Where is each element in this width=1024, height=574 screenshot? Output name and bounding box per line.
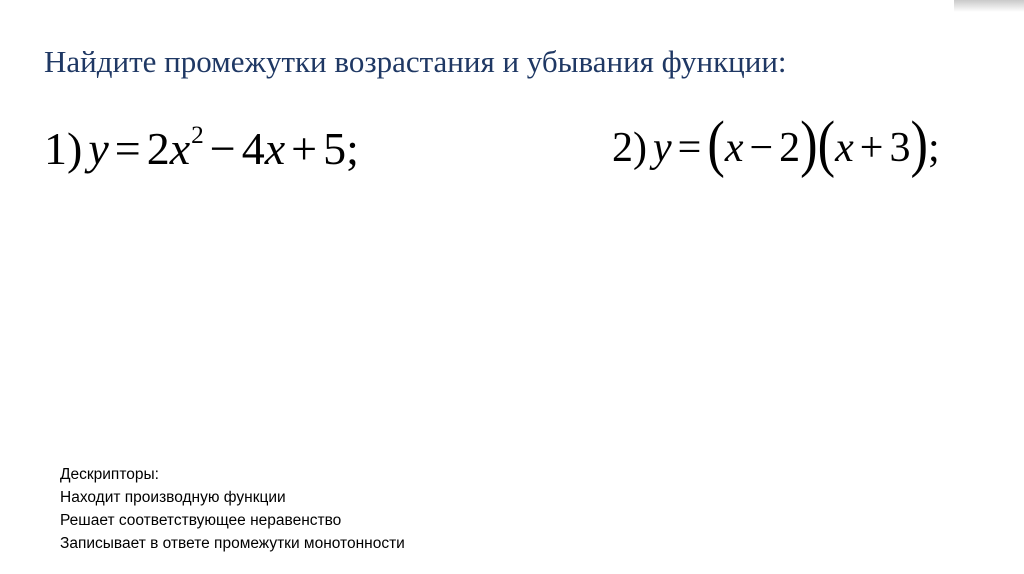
- formula-1-term: 4: [241, 123, 265, 174]
- formula-2-equals: =: [677, 125, 702, 171]
- formula-1-x: x: [264, 123, 286, 174]
- slide-corner-shadow: [954, 0, 1024, 12]
- formula-1-constant: 5: [323, 123, 347, 174]
- descriptors-block: [60, 463, 405, 555]
- descriptor-item: Находит производную функции: [60, 489, 286, 506]
- formula-1-plus: +: [291, 123, 318, 174]
- formula-2-open-paren-2: (: [817, 109, 836, 179]
- formula-2-label: 2): [612, 125, 647, 171]
- formula-1-minus: −: [209, 123, 236, 174]
- formula-2-y: y: [653, 125, 672, 171]
- formula-1-equals: =: [114, 123, 141, 174]
- slide-title: Найдите промежутки возрастания и убывания функции:: [44, 44, 787, 79]
- descriptor-item: Записывает в ответе промежутки монотонности: [60, 535, 405, 552]
- formula-1: [44, 122, 359, 175]
- formula-2-open-paren-1: (: [707, 109, 725, 179]
- formula-2-x-2: x: [835, 125, 854, 171]
- formula-2-minus: −: [749, 125, 774, 171]
- formula-1-y: y: [88, 123, 109, 174]
- formula-1-label: 1): [44, 123, 83, 174]
- formula-2-close-paren-2: ): [910, 109, 928, 179]
- formula-1-exponent: 2: [191, 120, 204, 149]
- formula-1-coef: 2: [146, 123, 170, 174]
- descriptors-heading: Дескрипторы:: [60, 466, 159, 483]
- formula-1-x-squared: x: [169, 123, 191, 174]
- formula-2-semicolon: ;: [927, 125, 940, 171]
- formula-2-value-a: 2: [779, 125, 801, 171]
- formula-2-close-paren-1: ): [800, 109, 818, 179]
- descriptor-item: Решает соответствующее неравенство: [60, 512, 342, 529]
- formula-2: [612, 109, 940, 179]
- formula-2-x-1: x: [724, 125, 744, 171]
- formula-2-value-b: 3: [889, 125, 911, 171]
- formula-2-plus: +: [859, 125, 884, 171]
- formula-1-semicolon: ;: [346, 123, 359, 174]
